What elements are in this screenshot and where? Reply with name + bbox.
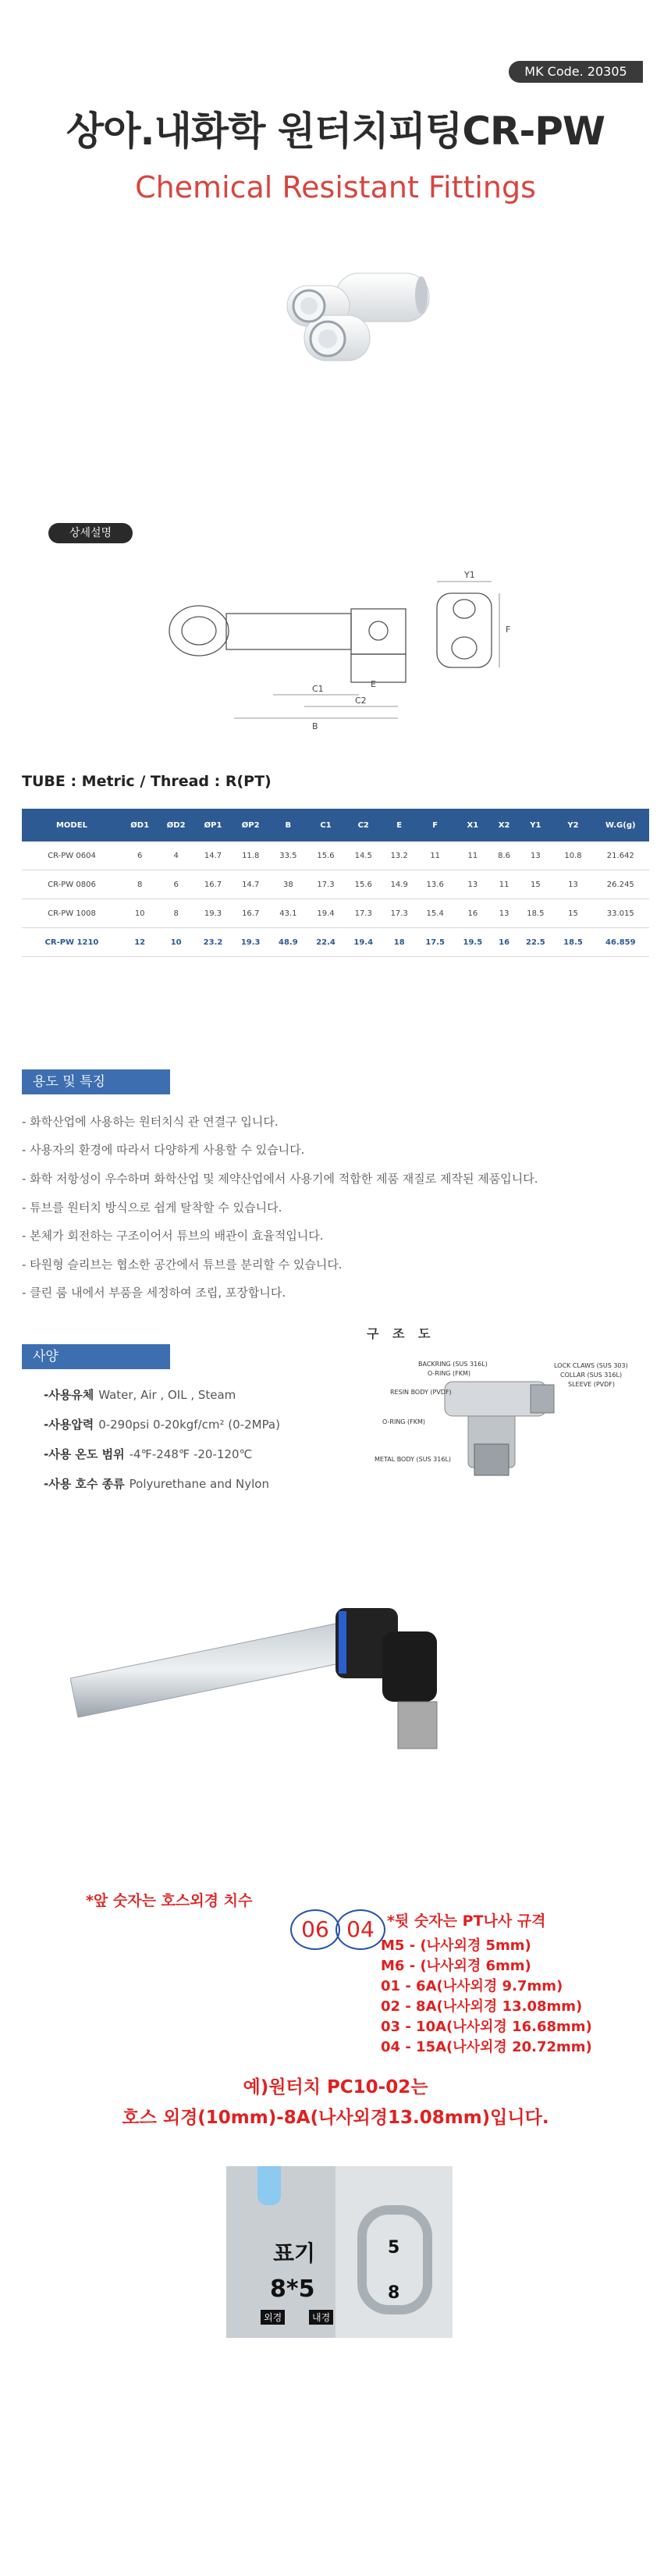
product-photo bbox=[281, 258, 437, 390]
spec-item: -사용유체 Water, Air , OIL , Steam bbox=[44, 1388, 236, 1402]
col-header: ØD2 bbox=[158, 809, 194, 841]
dim-c2: C2 bbox=[355, 696, 367, 706]
table-cell: 21.642 bbox=[592, 841, 649, 870]
table-cell: 8 bbox=[158, 899, 194, 928]
table-cell: CR-PW 0806 bbox=[22, 870, 122, 899]
hose-size-number: 06 bbox=[290, 1909, 340, 1950]
table-cell: 15 bbox=[554, 899, 591, 928]
table-cell: 11.8 bbox=[232, 841, 269, 870]
usage-item: - 클린 룸 내에서 부품을 세정하여 조립, 포장합니다. bbox=[22, 1286, 286, 1300]
back-number-note: *뒷 숫자는 PT나사 규격 bbox=[387, 1912, 546, 1930]
dim-c1: C1 bbox=[312, 684, 324, 694]
table-cell: 13 bbox=[454, 870, 492, 899]
dimension-drawing bbox=[156, 554, 531, 734]
table-cell: 13.6 bbox=[417, 870, 454, 899]
table-cell: 46.859 bbox=[592, 928, 649, 957]
col-header: ØP1 bbox=[194, 809, 232, 841]
table-row bbox=[22, 841, 649, 870]
table-cell: 14.9 bbox=[382, 870, 417, 899]
dim-f: F bbox=[506, 624, 511, 635]
table-cell: 8 bbox=[122, 870, 158, 899]
table-cell: 10 bbox=[122, 899, 158, 928]
table-cell: 11 bbox=[454, 841, 492, 870]
table-cell: 17.3 bbox=[307, 870, 344, 899]
table-cell: 11 bbox=[417, 841, 454, 870]
inner-diameter-label: 내경 bbox=[309, 2310, 333, 2325]
marking-value: 8*5 bbox=[270, 2275, 315, 2303]
spec-table bbox=[22, 809, 649, 957]
table-header-row bbox=[22, 809, 649, 841]
col-header: C2 bbox=[345, 809, 382, 841]
usage-heading: 용도 및 특징 bbox=[22, 1069, 170, 1094]
table-cell: 19.3 bbox=[232, 928, 269, 957]
table-cell: 14.5 bbox=[345, 841, 382, 870]
table-cell: 23.2 bbox=[194, 928, 232, 957]
col-header: Y1 bbox=[517, 809, 554, 841]
thread-item: 01 - 6A(나사외경 9.7mm) bbox=[381, 1978, 563, 1994]
table-row bbox=[22, 928, 649, 957]
table-cell: 19.3 bbox=[194, 899, 232, 928]
svg-text:METAL BODY (SUS 316L): METAL BODY (SUS 316L) bbox=[375, 1456, 452, 1463]
svg-text:O-RING (FKM): O-RING (FKM) bbox=[428, 1370, 471, 1377]
col-header: E bbox=[382, 809, 417, 841]
table-cell: 13 bbox=[554, 870, 591, 899]
table-cell: 19.4 bbox=[307, 899, 344, 928]
outer-diameter-label: 외경 bbox=[261, 2310, 285, 2325]
table-cell: 10 bbox=[158, 928, 194, 957]
table-cell: 19.4 bbox=[345, 928, 382, 957]
col-header: ØD1 bbox=[122, 809, 158, 841]
table-cell: 43.1 bbox=[269, 899, 307, 928]
table-cell: 22.4 bbox=[307, 928, 344, 957]
table-cell: 19.5 bbox=[454, 928, 492, 957]
col-header: ØP2 bbox=[232, 809, 269, 841]
col-header: F bbox=[417, 809, 454, 841]
table-cell: 13 bbox=[517, 841, 554, 870]
table-cell: 15.4 bbox=[417, 899, 454, 928]
thread-item: M6 - (나사외경 6mm) bbox=[381, 1958, 531, 1974]
example-line-1: 예)원터치 PC10-02는 bbox=[243, 2077, 428, 2097]
table-cell: 38 bbox=[269, 870, 307, 899]
thread-item: 03 - 10A(나사외경 16.68mm) bbox=[381, 2019, 592, 2035]
table-cell: 18.5 bbox=[554, 928, 591, 957]
table-cell: 13 bbox=[492, 899, 517, 928]
marking-label: 표기 bbox=[273, 2240, 316, 2266]
table-cell: 6 bbox=[122, 841, 158, 870]
table-cell: 17.3 bbox=[345, 899, 382, 928]
table-cell: 13.2 bbox=[382, 841, 417, 870]
table-cell: 14.7 bbox=[194, 841, 232, 870]
col-header: B bbox=[269, 809, 307, 841]
table-cell: 18.5 bbox=[517, 899, 554, 928]
col-header: Y2 bbox=[554, 809, 591, 841]
svg-text:RESIN BODY (PVDF): RESIN BODY (PVDF) bbox=[390, 1389, 452, 1396]
table-cell: 22.5 bbox=[517, 928, 554, 957]
front-number-note: *앞 숫자는 호스외경 치수 bbox=[86, 1892, 253, 1909]
table-cell: 4 bbox=[158, 841, 194, 870]
thread-item: 04 - 15A(나사외경 20.72mm) bbox=[381, 2039, 592, 2055]
table-cell: 14.7 bbox=[232, 870, 269, 899]
dim-y1: Y1 bbox=[464, 570, 475, 580]
table-row bbox=[22, 870, 649, 899]
table-cell: CR-PW 0604 bbox=[22, 841, 122, 870]
svg-text:LOCK CLAWS (SUS 303): LOCK CLAWS (SUS 303) bbox=[554, 1362, 628, 1369]
svg-text:O-RING (FKM): O-RING (FKM) bbox=[382, 1418, 426, 1425]
thread-spec-list bbox=[381, 1936, 592, 2058]
table-cell: 10.8 bbox=[554, 841, 591, 870]
usage-item: - 튜브를 원터치 방식으로 쉽게 탈착할 수 있습니다. bbox=[22, 1201, 282, 1215]
table-cell: 26.245 bbox=[592, 870, 649, 899]
marking-photo bbox=[226, 2166, 453, 2338]
thread-size-number: 04 bbox=[336, 1909, 385, 1950]
col-header: X1 bbox=[454, 809, 492, 841]
example-line-2: 호스 외경(10mm)-8A(나사외경13.08mm)입니다. bbox=[122, 2108, 549, 2128]
table-cell: 16.7 bbox=[194, 870, 232, 899]
product-subtitle: Chemical Resistant Fittings bbox=[135, 170, 536, 205]
table-cell: 17.5 bbox=[417, 928, 454, 957]
col-header: C1 bbox=[307, 809, 344, 841]
table-cell: CR-PW 1210 bbox=[22, 928, 122, 957]
svg-text:COLLAR (SUS 316L): COLLAR (SUS 316L) bbox=[560, 1372, 623, 1379]
spec-item: -사용 호수 종류 Polyurethane and Nylon bbox=[44, 1477, 269, 1491]
spec-heading: 사양 bbox=[22, 1344, 170, 1369]
col-header: X2 bbox=[492, 809, 517, 841]
spec-item: -사용압력 0-290psi 0-20kgf/cm² (0-2MPa) bbox=[44, 1418, 280, 1432]
thread-item: 02 - 8A(나사외경 13.08mm) bbox=[381, 1998, 583, 2015]
table-cell: 6 bbox=[158, 870, 194, 899]
svg-text:SLEEVE (PVDF): SLEEVE (PVDF) bbox=[568, 1381, 616, 1388]
mk-code-badge: MK Code. 20305 bbox=[509, 61, 643, 83]
table-cell: 15 bbox=[517, 870, 554, 899]
structure-title: 구 조 도 bbox=[367, 1326, 435, 1341]
table-row bbox=[22, 899, 649, 928]
detail-section-label: 상세설명 bbox=[48, 523, 133, 543]
table-caption: TUBE : Metric / Thread : R(PT) bbox=[22, 773, 272, 790]
usage-item: - 타원형 슬리브는 협소한 공간에서 튜브를 분리할 수 있습니다. bbox=[22, 1258, 343, 1272]
table-cell: 11 bbox=[492, 870, 517, 899]
table-cell: 16.7 bbox=[232, 899, 269, 928]
table-cell: 15.6 bbox=[345, 870, 382, 899]
usage-item: - 화학 저항성이 우수하며 화학산업 및 제약산업에서 사용기에 적합한 제품 재질로 제작된 제품입니다. bbox=[22, 1172, 538, 1186]
table-cell: 8.6 bbox=[492, 841, 517, 870]
spec-item: -사용 온도 범위 -4℉-248℉ -20-120℃ bbox=[44, 1447, 253, 1461]
col-header: W.G(g) bbox=[592, 809, 649, 841]
usage-item: - 화학산업에 사용하는 원터치식 관 연결구 입니다. bbox=[22, 1115, 279, 1129]
table-cell: 16 bbox=[492, 928, 517, 957]
dim-e: E bbox=[371, 679, 376, 689]
table-cell: 16 bbox=[454, 899, 492, 928]
table-cell: 18 bbox=[382, 928, 417, 957]
thread-item: M5 - (나사외경 5mm) bbox=[381, 1937, 531, 1954]
table-cell: CR-PW 1008 bbox=[22, 899, 122, 928]
svg-text:BACKRING (SUS 316L): BACKRING (SUS 316L) bbox=[418, 1361, 488, 1368]
table-cell: 15.6 bbox=[307, 841, 344, 870]
usage-item: - 본체가 회전하는 구조이어서 튜브의 배관이 효율적입니다. bbox=[22, 1229, 324, 1243]
table-cell: 33.5 bbox=[269, 841, 307, 870]
dim-b: B bbox=[312, 721, 318, 731]
product-title: 상아.내화학 원터치피팅CR-PW bbox=[66, 109, 605, 154]
ring-inner-value: 5 bbox=[388, 2238, 400, 2258]
table-cell: 48.9 bbox=[269, 928, 307, 957]
table-cell: 17.3 bbox=[382, 899, 417, 928]
col-header: MODEL bbox=[22, 809, 122, 841]
ring-outer-value: 8 bbox=[388, 2283, 400, 2303]
structure-diagram bbox=[375, 1350, 655, 1483]
hose-fitting-photo bbox=[70, 1577, 616, 1772]
table-cell: 33.015 bbox=[592, 899, 649, 928]
table-cell: 12 bbox=[122, 928, 158, 957]
usage-item: - 사용자의 환경에 따라서 다양하게 사용할 수 있습니다. bbox=[22, 1143, 305, 1157]
